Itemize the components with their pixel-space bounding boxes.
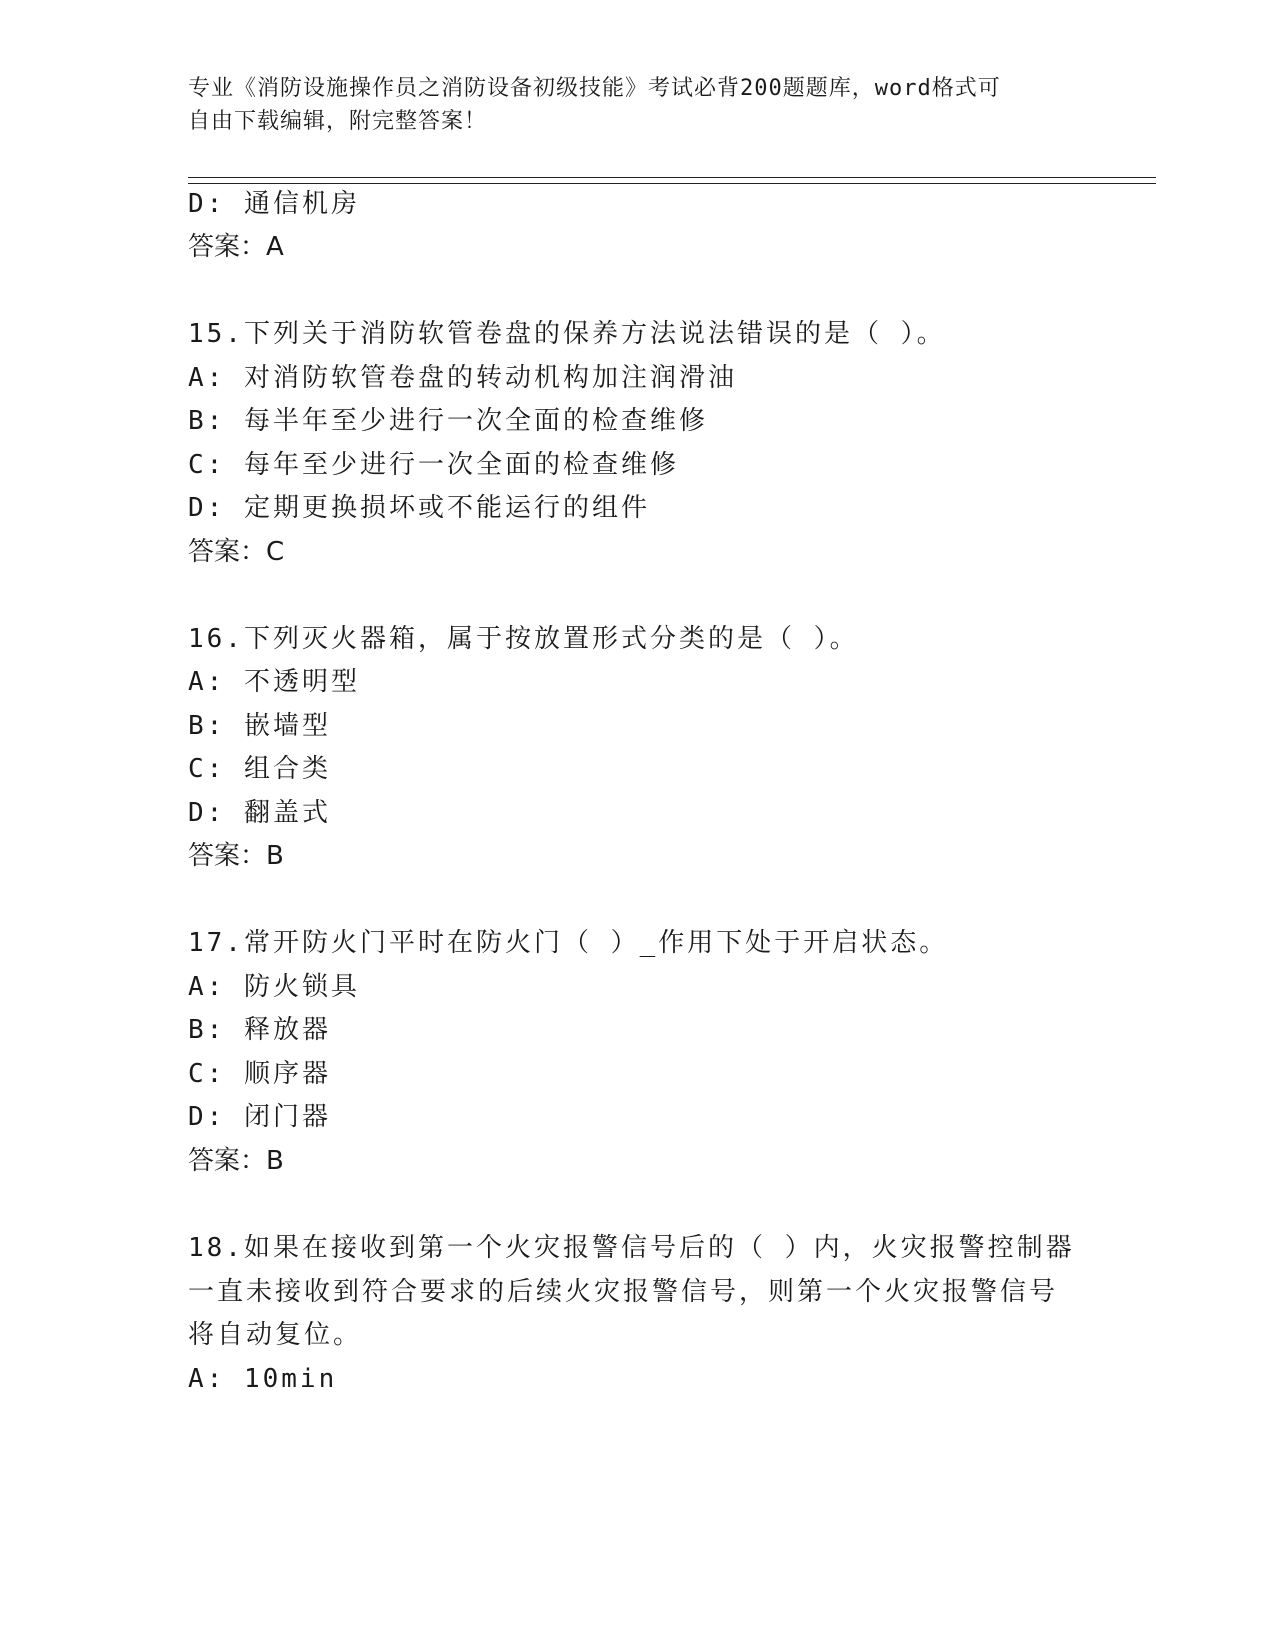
- question-15-option-a: A: 对消防软管卷盘的转动机构加注润滑油: [188, 363, 737, 393]
- question-15-option-c: C: 每年至少进行一次全面的检查维修: [188, 450, 679, 480]
- header-divider-bottom: [188, 183, 1156, 184]
- question-17-option-a: A: 防火锁具: [188, 972, 360, 1002]
- question-16-option-b: B: 嵌墙型: [188, 711, 331, 741]
- question-16-option-d: D: 翻盖式: [188, 798, 331, 828]
- question-17-option-b: B: 释放器: [188, 1015, 331, 1045]
- header-divider-top: [188, 177, 1156, 178]
- question-17-stem: 17.常开防火门平时在防火门（ ）_作用下处于开启状态。: [188, 928, 949, 958]
- prev-answer: 答案：A: [188, 232, 284, 262]
- prev-option-d: D: 通信机房: [188, 189, 360, 219]
- question-18-option-a: A: 10min: [188, 1364, 338, 1394]
- question-16-option-a: A: 不透明型: [188, 667, 360, 697]
- question-15-answer: 答案：C: [188, 537, 285, 567]
- question-18-stem-line-3: 将自动复位。: [188, 1320, 363, 1350]
- question-17-option-d: D: 闭门器: [188, 1102, 331, 1132]
- header-title-line-2: 自由下载编辑，附完整答案！: [188, 109, 488, 134]
- document-header: [188, 72, 1088, 138]
- header-title-line-1: 专业《消防设施操作员之消防设备初级技能》考试必背200题题库，word格式可: [188, 76, 1001, 101]
- question-17-option-c: C: 顺序器: [188, 1059, 331, 1089]
- question-16-option-c: C: 组合类: [188, 754, 331, 784]
- question-18-stem-line-1: 18.如果在接收到第一个火灾报警信号后的（ ）内，火灾报警控制器: [188, 1233, 1075, 1263]
- question-15-option-b: B: 每半年至少进行一次全面的检查维修: [188, 406, 708, 436]
- question-15-option-d: D: 定期更换损坏或不能运行的组件: [188, 493, 650, 523]
- question-17-answer: 答案：B: [188, 1146, 284, 1176]
- question-16-answer: 答案：B: [188, 841, 284, 871]
- question-15-stem: 15.下列关于消防软管卷盘的保养方法说法错误的是（ ）。: [188, 319, 946, 349]
- question-16-stem: 16.下列灭火器箱，属于按放置形式分类的是（ ）。: [188, 624, 859, 654]
- question-18-stem-line-2: 一直未接收到符合要求的后续火灾报警信号，则第一个火灾报警信号: [188, 1277, 1059, 1307]
